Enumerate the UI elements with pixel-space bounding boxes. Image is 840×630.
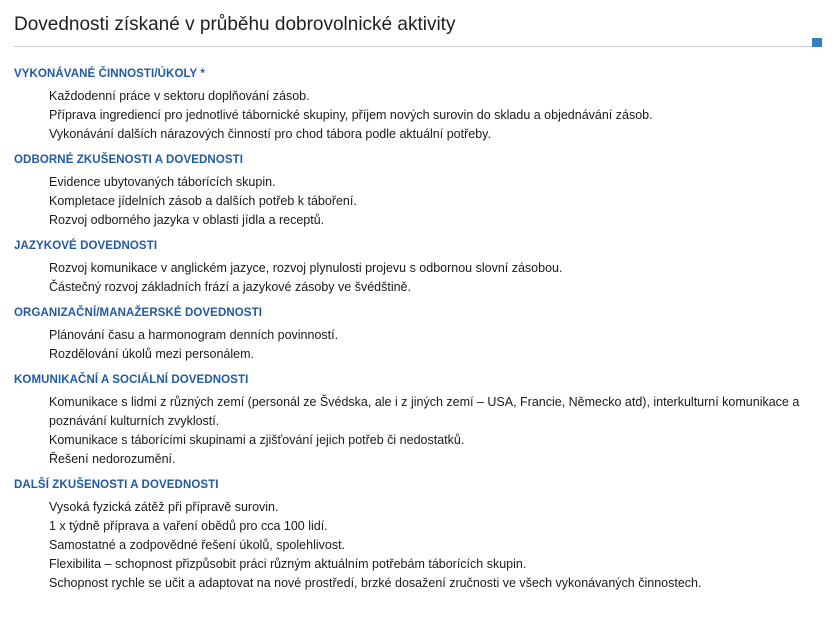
list-item: Evidence ubytovaných táborících skupin. <box>49 175 276 189</box>
list-item: Plánování času a harmonogram denních povinností. <box>49 328 339 342</box>
header-accent-block <box>812 38 822 47</box>
section-activities <box>14 67 822 144</box>
list-item: Rozvoj odborného jazyka v oblasti jídla a receptů. <box>49 213 325 227</box>
list-item: Příprava ingrediencí pro jednotlivé tábornické skupiny, příjem nových surovin do skladu a objednávání zásob. <box>49 108 653 122</box>
section-professional-skills <box>14 153 822 230</box>
section-language-skills <box>14 239 822 297</box>
section-heading: ODBORNÉ ZKUŠENOSTI A DOVEDNOSTI <box>14 154 244 166</box>
list-item: Schopnost rychle se učit a adaptovat na nové prostředí, brzké dosažení zručnosti ve všech vykonávaných činnostech. <box>49 576 702 590</box>
page-title: Dovednosti získané v průběhu dobrovolnické aktivity <box>14 14 456 35</box>
section-item-list <box>14 173 822 230</box>
section-heading: ORGANIZAČNÍ/MANAŽERSKÉ DOVEDNOSTI <box>14 307 263 319</box>
list-item: Samostatné a zodpovědné řešení úkolů, spolehlivost. <box>49 538 346 552</box>
section-item-list <box>14 393 822 469</box>
list-item: Komunikace s táborícími skupinami a zjišťování jejich potřeb či nedostatků. <box>49 433 465 447</box>
section-other-skills <box>14 478 822 593</box>
page-header <box>14 12 822 46</box>
list-item: Rozdělování úkolů mezi personálem. <box>49 347 254 361</box>
list-item: Částečný rozvoj základních frází a jazykové zásoby ve švédštině. <box>49 280 411 294</box>
section-item-list <box>14 259 822 297</box>
section-heading: KOMUNIKAČNÍ A SOCIÁLNÍ DOVEDNOSTI <box>14 374 249 386</box>
skills-sections <box>14 67 822 602</box>
list-item: Komunikace s lidmi z různých zemí (personál ze Švédska, ale i z jiných zemí – USA, Francie, Německo atd), interkulturní komunikace a poznávání kulturních zvyklostí. <box>49 395 800 428</box>
list-item: Flexibilita – schopnost přizpůsobit práci různým aktuálním potřebám táborících skupin. <box>49 557 527 571</box>
section-item-list <box>14 498 822 593</box>
section-communication-skills <box>14 373 822 469</box>
list-item: Každodenní práce v sektoru doplňování zásob. <box>49 89 310 103</box>
section-heading: JAZYKOVÉ DOVEDNOSTI <box>14 240 158 252</box>
list-item: 1 x týdně příprava a vaření obědů pro cca 100 lidí. <box>49 519 328 533</box>
list-item: Rozvoj komunikace v anglickém jazyce, rozvoj plynulosti projevu s odbornou slovní zásobou. <box>49 261 563 275</box>
list-item: Vykonávání dalších nárazových činností pro chod tábora podle aktuální potřeby. <box>49 127 491 141</box>
header-divider <box>14 46 812 47</box>
section-item-list <box>14 87 822 144</box>
section-item-list <box>14 326 822 364</box>
section-heading: DALŠÍ ZKUŠENOSTI A DOVEDNOSTI <box>14 479 219 491</box>
list-item: Řešení nedorozumění. <box>49 452 176 466</box>
list-item: Kompletace jídelních zásob a dalších potřeb k táboření. <box>49 194 357 208</box>
list-item: Vysoká fyzická zátěž při přípravě surovin. <box>49 500 279 514</box>
section-heading: VYKONÁVANÉ ČINNOSTI/ÚKOLY * <box>14 68 205 80</box>
section-organizational-skills <box>14 306 822 364</box>
